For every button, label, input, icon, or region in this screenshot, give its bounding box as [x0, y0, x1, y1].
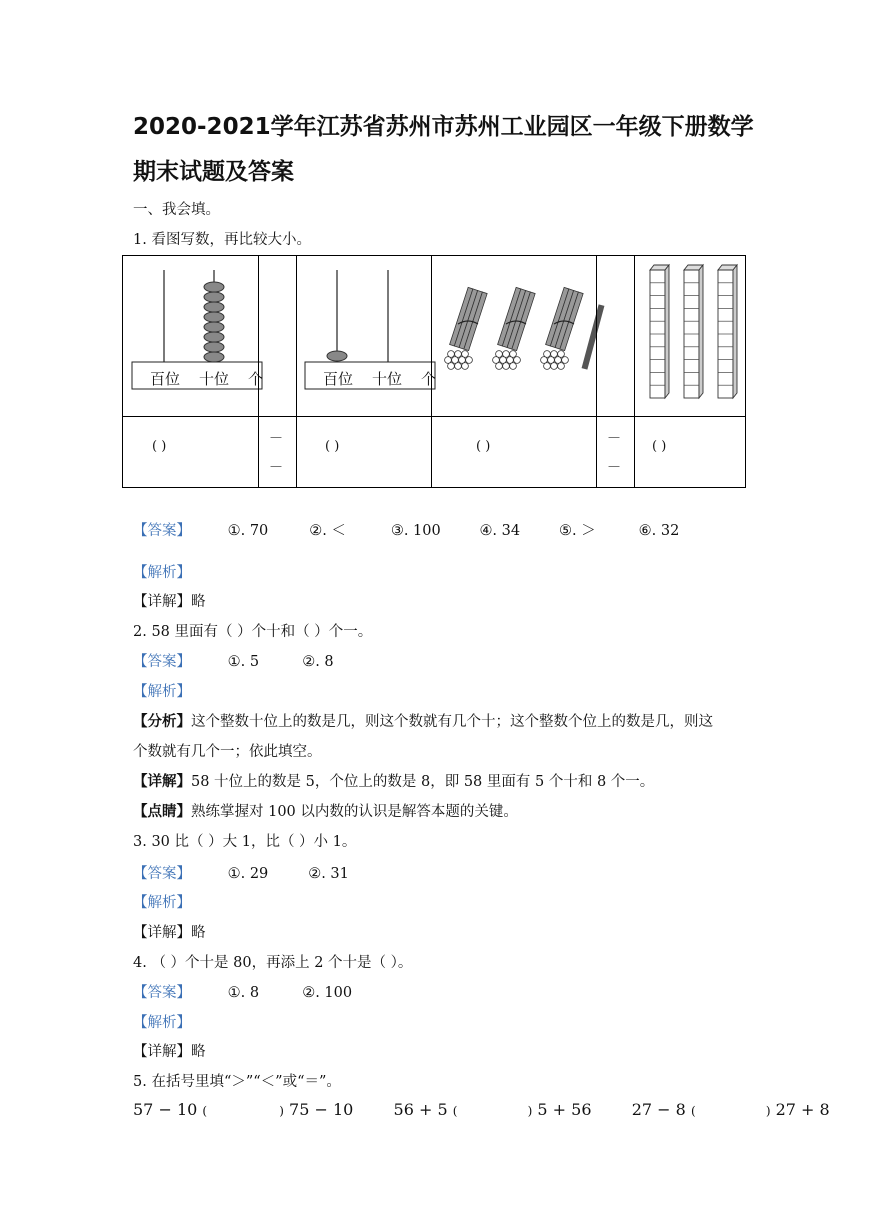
q4-answer-1: ①. 8: [227, 985, 260, 1001]
compare-blank-2b[interactable]: —: [608, 459, 620, 473]
abacus-label-hundreds: 百位: [150, 370, 181, 388]
answer-cell-3: [431, 416, 597, 488]
analysis-tag: 【解析】: [133, 565, 191, 581]
q1-answer-2: ②. ＜: [309, 523, 346, 539]
abacus2-label-hundreds: 百位: [323, 370, 354, 388]
q3-answer-1: ①. 29: [227, 866, 269, 882]
q5-expr-3-left: 27 − 8: [631, 1100, 686, 1119]
answer-tag: 【答案】: [133, 654, 191, 670]
q3-answer-2: ②. 31: [308, 866, 349, 882]
answer-blank-4[interactable]: ( ): [652, 439, 667, 454]
question-4: 4. （ ）个十是 80，再添上 2 个十是（ ）。: [133, 955, 413, 971]
question-3: 3. 30 比（ ）大 1，比（ ）小 1。: [133, 834, 357, 850]
answer-cell-1: [122, 416, 259, 488]
compare-blank-cell-1: [258, 416, 297, 488]
q1-answer-4: ④. 34: [479, 523, 521, 539]
q5-expr-3-right: 27 + 8: [775, 1100, 830, 1119]
detail-text: 【详解】略: [133, 925, 206, 941]
abacus-label-ones: 个: [248, 370, 264, 388]
q5-blank-3-close[interactable]: ): [765, 1104, 771, 1118]
dianjing-text: 熟练掌握对 100 以内数的认识是解答本题的关键。: [191, 804, 518, 820]
fenxi-line2: 个数就有几个一；依此填空。: [133, 744, 322, 760]
tens-rods-cell: [634, 255, 746, 417]
detail-text: 【详解】略: [133, 1044, 206, 1060]
compare-blank-1a[interactable]: —: [270, 430, 282, 444]
detail-text: 58 十位上的数是 5，个位上的数是 8，即 58 里面有 5 个十和 8 个一。: [191, 774, 655, 790]
q2-detail: [133, 770, 654, 791]
q2-dianjing: [133, 800, 518, 821]
q2-answer-line: [133, 650, 334, 671]
q4-answer-2: ②. 100: [302, 985, 353, 1001]
answer-tag: 【答案】: [133, 985, 191, 1001]
fenxi-tag: 【分析】: [133, 713, 191, 730]
abacus-2-icon: [297, 256, 437, 416]
question-1: 1. 看图写数，再比较大小。: [133, 232, 311, 248]
abacus-1-icon: [123, 256, 264, 416]
abacus-cell-1: [122, 255, 264, 417]
q4-answer-line: [133, 981, 352, 1002]
detail-tag: 【详解】: [133, 773, 191, 790]
analysis-tag: 【解析】: [133, 1015, 191, 1031]
compare-cell-1: [258, 255, 297, 417]
abacus-label-tens: 十位: [199, 370, 230, 388]
q5-expression-row: [133, 1100, 830, 1119]
analysis-tag: 【解析】: [133, 895, 191, 911]
q3-answer-line: [133, 862, 349, 883]
answer-blank-2[interactable]: ( ): [325, 439, 340, 454]
question-2: 2. 58 里面有（ ）个十和（ ）个一。: [133, 624, 373, 640]
answer-cell-4: [634, 416, 746, 488]
stick-bundles-cell: [431, 255, 597, 417]
abacus-cell-2: [296, 255, 437, 417]
q5-blank-2-open[interactable]: (: [452, 1104, 458, 1118]
question-5: 5. 在括号里填“＞”“＜”或“＝”。: [133, 1074, 341, 1090]
q5-expr-2-right: 5 + 56: [537, 1100, 592, 1119]
answer-blank-3[interactable]: ( ): [476, 439, 491, 454]
compare-blank-1b[interactable]: —: [270, 459, 282, 473]
q5-expr-2-left: 56 + 5: [393, 1100, 448, 1119]
analysis-tag: 【解析】: [133, 684, 191, 700]
q1-answer-line: [133, 519, 679, 540]
q5-blank-1-close[interactable]: ): [279, 1104, 284, 1118]
stick-bundles-icon: [432, 256, 596, 416]
q5-blank-2-close[interactable]: ): [527, 1104, 533, 1118]
q1-answer-5: ⑤. ＞: [559, 523, 596, 539]
q5-expr-1-left: 57 − 10: [133, 1100, 198, 1119]
dianjing-tag: 【点睛】: [133, 803, 191, 820]
fenxi-line1: 这个整数十位上的数是几，则这个数就有几个十；这个整数个位上的数是几，则这: [191, 714, 713, 730]
q2-fenxi: [133, 710, 713, 731]
q5-blank-3-open[interactable]: (: [690, 1104, 696, 1118]
answer-tag: 【答案】: [133, 523, 191, 539]
abacus2-label-tens: 十位: [372, 370, 403, 388]
page-title: 2020-2021学年江苏省苏州市苏州工业园区一年级下册数学: [133, 114, 754, 140]
compare-blank-cell-2: [596, 416, 635, 488]
q5-expr-1-right: 75 − 10: [289, 1100, 354, 1119]
q1-answer-6: ⑥. 32: [638, 523, 680, 539]
answer-cell-2: [296, 416, 432, 488]
answer-tag: 【答案】: [133, 866, 191, 882]
compare-blank-2a[interactable]: —: [608, 430, 620, 444]
q1-answer-3: ③. 100: [390, 523, 441, 539]
page-title-line2: 期末试题及答案: [133, 159, 294, 185]
section-heading: 一、我会填。: [133, 202, 220, 218]
q5-blank-1-open[interactable]: (: [202, 1104, 208, 1118]
detail-text: 【详解】略: [133, 594, 206, 610]
q1-answer-1: ①. 70: [227, 523, 269, 539]
answer-blank-1[interactable]: ( ): [152, 439, 167, 454]
tens-rods-icon: [635, 256, 745, 416]
q2-answer-1: ①. 5: [227, 654, 260, 670]
compare-cell-2: [596, 255, 635, 417]
q2-answer-2: ②. 8: [302, 654, 334, 670]
abacus2-label-ones: 个: [421, 370, 437, 388]
